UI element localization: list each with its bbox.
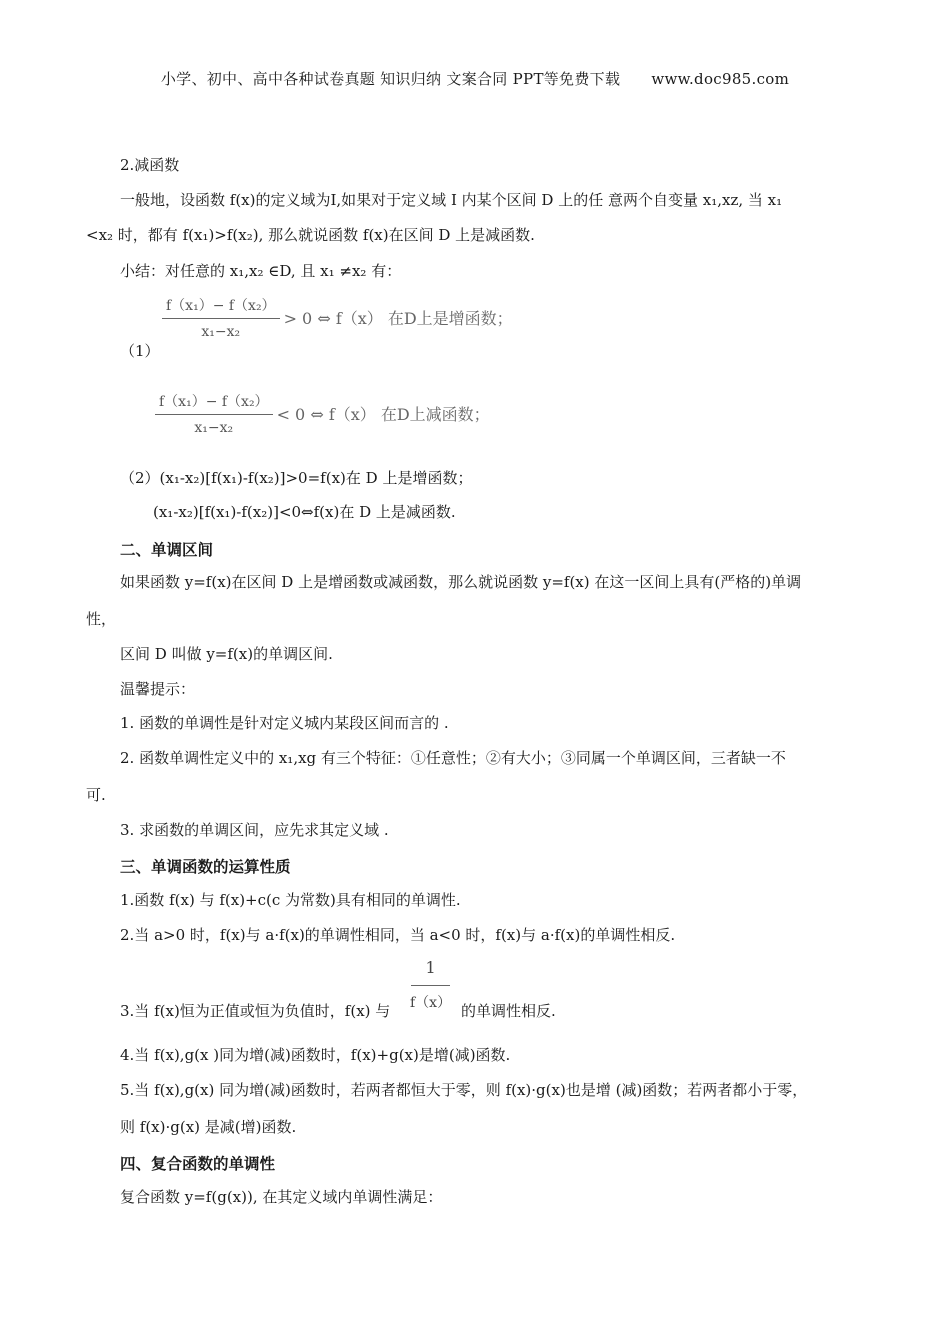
section-heading: 三、单调函数的运算性质 [120,858,291,876]
item-label: （1） [120,342,160,360]
formula-decreasing [155,391,490,436]
tip-title: 温馨提示： [120,680,196,698]
paragraph-line: 复合函数 y=f(g(x)), 在其定义域内单调性满足： [120,1188,443,1206]
fraction-numerator: 1 [411,958,449,986]
reciprocal-fraction [410,958,451,1012]
fraction-denominator: f（x） [410,995,452,1011]
section-heading: 四、复合函数的单调性 [120,1155,276,1173]
property-item: 2.当 a>0 时，f(x)与 a·f(x)的单调性相同，当 a<0 时，f(x)与 a·f(x)的单调性相反. [120,926,676,944]
property-item-tail: 的单调性相反. [461,1002,556,1020]
header-text: 小学、初中、高中各种试卷真题 知识归纳 文案合同 PPT等免费下载 [160,70,621,88]
header-url: www.doc985.com [651,70,790,88]
property-item: 则 f(x)·g(x) 是减(增)函数. [120,1118,297,1136]
paragraph-line: 如果函数 y=f(x)在区间 D 上是增函数或减函数，那么就说函数 y=f(x) 在这一区间上具有(严格的)单调 [120,573,802,591]
formula-increasing [162,295,513,340]
property-item: 3.当 f(x)恒为正值或恒为负值时，f(x) 与 [120,1002,391,1020]
formula-denominator: x₁−x₂ [201,324,241,340]
paragraph-line: 性， [86,610,117,628]
formula-condition: < 0 ⇔ f（x） 在D上减函数； [276,405,490,424]
paragraph-line: 一般地，设函数 f(x)的定义域为I,如果对于定义域 I 内某个区间 D 上的任 意两个自变量 x₁,xz, 当 x₁ [120,191,783,209]
property-item: 1.函数 f(x) 与 f(x)+c(c 为常数)具有相同的单调性. [120,891,461,909]
section-heading: 二、单调区间 [120,541,214,559]
tip-item: 3. 求函数的单调区间，应先求其定义域 . [120,821,389,839]
tip-item: 2. 函数单调性定义中的 x₁,xg 有三个特征：①任意性；②有大小；③同属一个单调区间，三者缺一不 [120,749,786,767]
paragraph-line: (x₁-x₂)[f(x₁)-f(x₂)]<0⇔f(x)在 D 上是减函数. [153,503,456,521]
summary-line: 小结：对任意的 x₁,x₂ ∈D, 且 x₁ ≠x₂ 有： [120,262,402,280]
paragraph-line: <x₂ 时，都有 f(x₁)>f(x₂), 那么就说函数 f(x)在区间 D 上是减函数. [86,226,535,244]
formula-numerator: f（x₁）− f（x₂） [162,295,280,319]
formula-denominator: x₁−x₂ [194,420,234,436]
subsection-title: 2.减函数 [120,156,180,174]
formula-condition: > 0 ⇔ f（x） 在D上是增函数； [283,309,513,328]
tip-item: 可. [86,786,106,804]
formula-numerator: f（x₁）− f（x₂） [155,391,273,415]
page-header [0,68,950,89]
paragraph-line: 区间 D 叫做 y=f(x)的单调区间. [120,645,333,663]
property-item: 5.当 f(x),g(x) 同为增(减)函数时，若两者都恒大于零，则 f(x)·g(x)也是增 (减)函数；若两者都小于零， [120,1081,808,1099]
property-item: 4.当 f(x),g(x )同为增(减)函数时，f(x)+g(x)是增(减)函数. [120,1046,511,1064]
tip-item: 1. 函数的单调性是针对定义城内某段区间而言的 . [120,714,449,732]
paragraph-line: （2）(x₁-x₂)[f(x₁)-f(x₂)]>0=f(x)在 D 上是增函数； [120,469,473,487]
